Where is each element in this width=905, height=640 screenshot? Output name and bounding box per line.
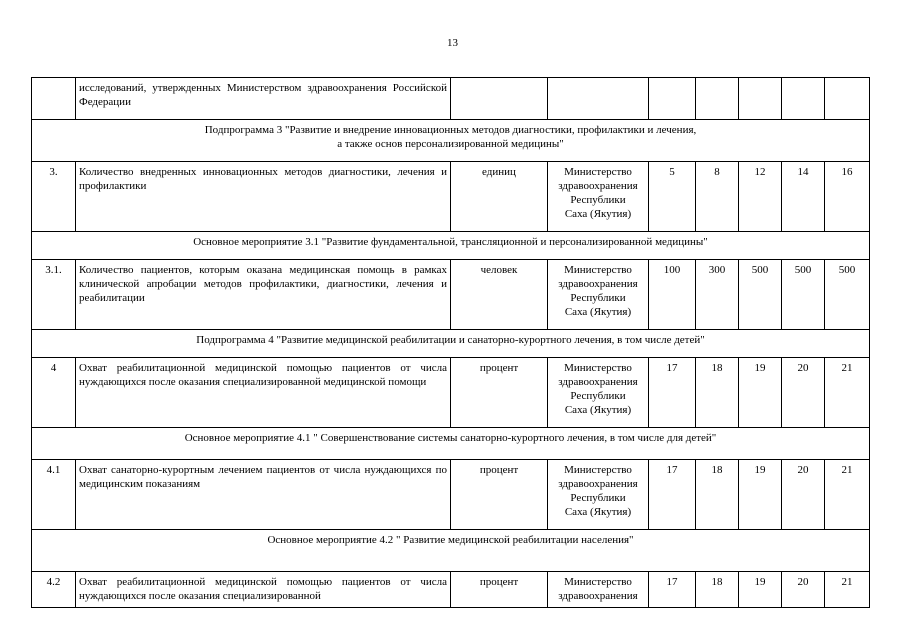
indicator-value: 8: [696, 162, 739, 232]
section-heading-line: Подпрограмма 3 "Развитие и внедрение инновационных методов диагностики, профилактики и лечения,: [204, 124, 697, 136]
indicator-value: 19: [739, 572, 782, 608]
indicator-name: Количество внедренных инновационных методов диагностики, лечения и профилактики: [76, 162, 451, 232]
responsible-executor-line: Министерство: [564, 264, 632, 276]
table-row: [32, 260, 870, 330]
responsible-executor-line: Министерство: [564, 166, 632, 178]
table-row: [32, 572, 870, 608]
indicator-value: 19: [739, 358, 782, 428]
responsible-executor-line: Министерство: [564, 464, 632, 476]
indicator-value: 14: [782, 162, 825, 232]
responsible-executor-line: Министерство: [564, 362, 632, 374]
indicator-value: 18: [696, 358, 739, 428]
indicator-value: 20: [782, 460, 825, 530]
row-number: 4.2: [32, 572, 76, 608]
section-row: [32, 530, 870, 572]
section-heading: [32, 330, 870, 358]
indicator-value: 5: [649, 162, 696, 232]
responsible-executor-line: Саха (Якутия): [564, 208, 632, 220]
indicator-value: 21: [825, 572, 870, 608]
responsible-executor-line: Республики: [570, 390, 626, 402]
page-number: 13: [447, 37, 458, 49]
indicator-name: Охват реабилитационной медицинской помощью пациентов от числа нуждающихся после оказания специализированной медицинской помощи: [76, 358, 451, 428]
table-row: [32, 358, 870, 428]
section-heading: [32, 428, 870, 460]
section-row: [32, 330, 870, 358]
unit-of-measure: единиц: [451, 162, 548, 232]
table-body: [32, 78, 870, 608]
unit-of-measure: [451, 78, 548, 120]
indicator-value: 18: [696, 572, 739, 608]
responsible-executor-line: здравоохранения: [558, 278, 638, 290]
indicator-value: 12: [739, 162, 782, 232]
section-heading: [32, 232, 870, 260]
indicator-value: 18: [696, 460, 739, 530]
indicators-table: [31, 77, 870, 608]
indicator-name: Охват реабилитационной медицинской помощью пациентов от числа нуждающихся после оказания специализированной: [76, 572, 451, 608]
section-heading-line: Основное мероприятие 3.1 "Развитие фундаментальной, трансляционной и персонализированной медицины": [193, 236, 708, 248]
responsible-executor-line: здравоохранения: [558, 478, 638, 490]
responsible-executor-line: Республики: [570, 292, 626, 304]
indicator-value: 17: [649, 358, 696, 428]
table-row: [32, 162, 870, 232]
indicator-value: 100: [649, 260, 696, 330]
responsible-executor-line: Саха (Якутия): [564, 306, 632, 318]
table-row: [32, 460, 870, 530]
indicator-value: 500: [739, 260, 782, 330]
responsible-executor-line: здравоохранения: [558, 180, 638, 192]
responsible-executor: [548, 78, 649, 120]
responsible-executor-line: Республики: [570, 492, 626, 504]
indicator-value: 500: [825, 260, 870, 330]
row-number: [32, 78, 76, 120]
responsible-executor: [548, 358, 649, 428]
table-row: [32, 78, 870, 120]
responsible-executor: [548, 260, 649, 330]
indicator-value: 20: [782, 572, 825, 608]
responsible-executor: [548, 460, 649, 530]
indicator-name: Количество пациентов, которым оказана медицинская помощь в рамках клинической апробации методов профилактики, диагностики, лечения и реабилитации: [76, 260, 451, 330]
indicator-value: 20: [782, 358, 825, 428]
section-heading-line: Подпрограмма 4 "Развитие медицинской реабилитации и санаторно-курортного лечения, в том числе детей": [196, 334, 705, 346]
section-row: [32, 232, 870, 260]
responsible-executor: [548, 162, 649, 232]
indicator-value: 500: [782, 260, 825, 330]
indicator-value: 19: [739, 460, 782, 530]
indicator-value: 21: [825, 358, 870, 428]
unit-of-measure: человек: [451, 260, 548, 330]
section-heading-line: Основное мероприятие 4.1 " Совершенствование системы санаторно-курортного лечения, в том числе для детей": [184, 432, 717, 444]
responsible-executor-line: Саха (Якутия): [564, 506, 632, 518]
indicator-value: [649, 78, 696, 120]
indicator-value: [782, 78, 825, 120]
indicator-name: Охват санаторно-курортным лечением пациентов от числа нуждающихся по медицинским показаниям: [76, 460, 451, 530]
section-row: [32, 428, 870, 460]
indicator-value: 17: [649, 460, 696, 530]
responsible-executor-line: Республики: [570, 194, 626, 206]
indicator-value: 17: [649, 572, 696, 608]
section-heading-line: а также основ персонализированной медицины": [337, 138, 564, 150]
unit-of-measure: процент: [451, 460, 548, 530]
unit-of-measure: процент: [451, 572, 548, 608]
indicator-value: 16: [825, 162, 870, 232]
row-number: 4: [32, 358, 76, 428]
responsible-executor-line: здравоохранения: [558, 590, 638, 602]
section-row: [32, 120, 870, 162]
responsible-executor-line: здравоохранения: [558, 376, 638, 388]
section-heading: [32, 120, 870, 162]
section-heading-line: Основное мероприятие 4.2 " Развитие медицинской реабилитации населения": [267, 534, 634, 546]
indicator-value: [739, 78, 782, 120]
row-number: 3.: [32, 162, 76, 232]
responsible-executor-line: Министерство: [564, 576, 632, 588]
indicator-value: 21: [825, 460, 870, 530]
indicator-value: [825, 78, 870, 120]
indicator-name: исследований, утвержденных Министерством здравоохранения Российской Федерации: [76, 78, 451, 120]
responsible-executor-line: Саха (Якутия): [564, 404, 632, 416]
row-number: 4.1: [32, 460, 76, 530]
indicator-value: [696, 78, 739, 120]
row-number: 3.1.: [32, 260, 76, 330]
unit-of-measure: процент: [451, 358, 548, 428]
section-heading: [32, 530, 870, 572]
indicator-value: 300: [696, 260, 739, 330]
responsible-executor: [548, 572, 649, 608]
